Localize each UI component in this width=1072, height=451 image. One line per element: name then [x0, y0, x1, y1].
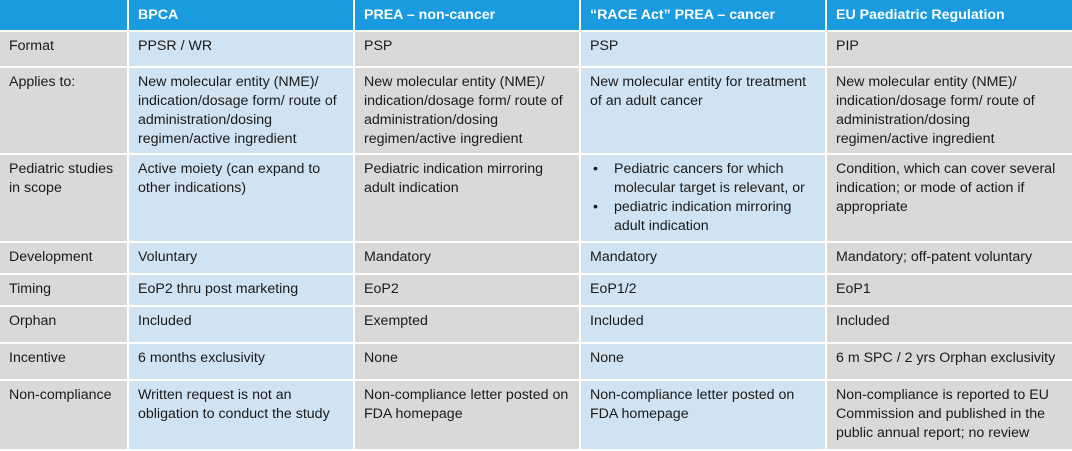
- cell-orphan-prea: Exempted: [355, 307, 581, 344]
- table-row-pediatric-studies: [0, 155, 1072, 243]
- list-item: [590, 160, 819, 198]
- cell-incentive-race: None: [581, 344, 827, 381]
- cell-applies-eu: New molecular entity (NME)/ indication/dosage form/ route of administration/dosing regimen/active ingredient: [827, 68, 1072, 155]
- row-label-pediatric-studies: Pediatric studies in scope: [0, 155, 129, 243]
- cell-development-eu: Mandatory; off-patent voluntary: [827, 243, 1072, 275]
- cell-noncompliance-bpca: Written request is not an obligation to conduct the study: [129, 381, 355, 451]
- cell-format-prea: PSP: [355, 32, 581, 68]
- cell-orphan-bpca: Included: [129, 307, 355, 344]
- cell-noncompliance-prea: Non-compliance letter posted on FDA homepage: [355, 381, 581, 451]
- cell-applies-prea: New molecular entity (NME)/ indication/dosage form/ route of administration/dosing regimen/active ingredient: [355, 68, 581, 155]
- cell-development-bpca: Voluntary: [129, 243, 355, 275]
- cell-timing-race: EoP1/2: [581, 275, 827, 307]
- cell-scope-bpca: Active moiety (can expand to other indications): [129, 155, 355, 243]
- row-label-non-compliance: Non-compliance: [0, 381, 129, 451]
- header-eu-paediatric-regulation: EU Paediatric Regulation: [827, 0, 1072, 32]
- header-race-act-prea-cancer: “RACE Act” PREA – cancer: [581, 0, 827, 32]
- bullet-icon: •: [593, 199, 598, 215]
- table-row-timing: [0, 275, 1072, 307]
- cell-orphan-race: Included: [581, 307, 827, 344]
- cell-timing-eu: EoP1: [827, 275, 1072, 307]
- bullet-icon: •: [593, 161, 598, 177]
- cell-scope-prea: Pediatric indication mirroring adult indication: [355, 155, 581, 243]
- header-row: [0, 0, 1072, 32]
- cell-orphan-eu: Included: [827, 307, 1072, 344]
- header-bpca: BPCA: [129, 0, 355, 32]
- cell-timing-prea: EoP2: [355, 275, 581, 307]
- header-prea-non-cancer: PREA – non-cancer: [355, 0, 581, 32]
- cell-timing-bpca: EoP2 thru post marketing: [129, 275, 355, 307]
- row-label-orphan: Orphan: [0, 307, 129, 344]
- cell-scope-race: [581, 155, 827, 243]
- cell-incentive-eu: 6 m SPC / 2 yrs Orphan exclusivity: [827, 344, 1072, 381]
- bullet-text: pediatric indication mirroring adult indication: [614, 199, 792, 234]
- list-item: [590, 198, 819, 236]
- cell-format-bpca: PPSR / WR: [129, 32, 355, 68]
- cell-noncompliance-race: Non-compliance letter posted on FDA homepage: [581, 381, 827, 451]
- cell-noncompliance-eu: Non-compliance is reported to EU Commission and published in the public annual report; no review: [827, 381, 1072, 451]
- row-label-format: Format: [0, 32, 129, 68]
- row-label-timing: Timing: [0, 275, 129, 307]
- cell-applies-race: New molecular entity for treatment of an adult cancer: [581, 68, 827, 155]
- table-row-development: [0, 243, 1072, 275]
- scope-race-bullet-list: [590, 160, 819, 236]
- row-label-applies-to: Applies to:: [0, 68, 129, 155]
- cell-applies-bpca: New molecular entity (NME)/ indication/dosage form/ route of administration/dosing regimen/active ingredient: [129, 68, 355, 155]
- cell-development-prea: Mandatory: [355, 243, 581, 275]
- table-row-incentive: [0, 344, 1072, 381]
- table-row-applies-to: [0, 68, 1072, 155]
- row-label-incentive: Incentive: [0, 344, 129, 381]
- bullet-text: Pediatric cancers for which molecular target is relevant, or: [614, 161, 805, 196]
- cell-format-eu: PIP: [827, 32, 1072, 68]
- table-row-format: [0, 32, 1072, 68]
- table-row-non-compliance: [0, 381, 1072, 451]
- header-corner: [0, 0, 129, 32]
- cell-scope-eu: Condition, which can cover several indication; or mode of action if appropriate: [827, 155, 1072, 243]
- cell-incentive-bpca: 6 months exclusivity: [129, 344, 355, 381]
- table-row-orphan: [0, 307, 1072, 344]
- cell-development-race: Mandatory: [581, 243, 827, 275]
- cell-incentive-prea: None: [355, 344, 581, 381]
- cell-format-race: PSP: [581, 32, 827, 68]
- row-label-development: Development: [0, 243, 129, 275]
